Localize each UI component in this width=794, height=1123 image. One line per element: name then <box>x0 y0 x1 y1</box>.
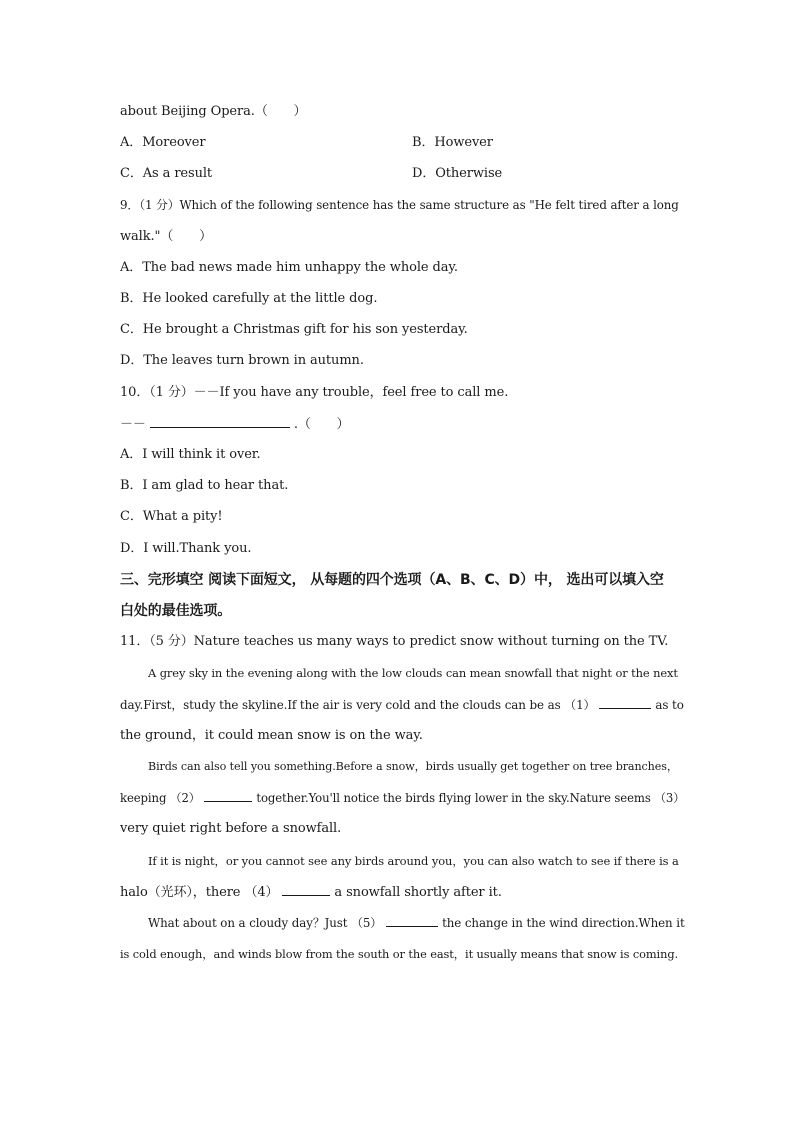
q8-option-d[interactable]: D．Otherwise <box>412 166 503 181</box>
q11-p4-text-a: What about on a cloudy day？Just （5） <box>148 916 383 930</box>
q10-option-d[interactable]: D．I will.Thank you. <box>120 541 252 556</box>
q8-option-a[interactable]: A．Moreover <box>120 135 206 150</box>
q11-p3-text-b: a snowfall shortly after it. <box>334 885 502 900</box>
q8-stem-tail: about Beijing Opera.（ ） <box>120 104 307 119</box>
q9-option-b[interactable]: B．He looked carefully at the little dog. <box>120 291 378 306</box>
q10-option-a[interactable]: A．I will think it over. <box>120 447 261 462</box>
q11-blank-4[interactable] <box>282 883 330 896</box>
q10-answer-blank[interactable] <box>150 415 290 428</box>
q11-p2-line2 <box>120 789 685 807</box>
section3-title-line2: 白处的最佳选项。 <box>120 603 232 619</box>
q11-p3-line2 <box>120 883 502 902</box>
q11-p1-line2 <box>120 696 684 714</box>
q11-stem: 11．（5 分）Nature teaches us many ways to predict snow without turning on the TV. <box>120 634 669 649</box>
q9-option-a[interactable]: A．The bad news made him unhappy the whole day. <box>120 260 458 275</box>
q11-p1-text-a: day.First，study the skyline.If the air is very cold and the clouds can be as （1） <box>120 698 596 712</box>
q9-option-c[interactable]: C．He brought a Christmas gift for his son yesterday. <box>120 322 468 337</box>
q11-p1-line1: A grey sky in the evening along with the low clouds can mean snowfall that night or the next <box>148 666 678 680</box>
q11-p1-text-b: as to <box>655 698 684 712</box>
q11-p4-text-b: the change in the wind direction.When it <box>442 916 685 930</box>
q11-p4-line2: is cold enough，and winds blow from the south or the east，it usually means that snow is coming. <box>120 947 679 961</box>
q11-p2-text-b: together.You'll notice the birds flying lower in the sky.Nature seems （3） <box>256 791 685 805</box>
q11-p2-line1: Birds can also tell you something.Before a snow，birds usually get together on tree branches， <box>148 760 678 773</box>
q11-p3-line1: If it is night，or you cannot see any birds around you，you can also watch to see if there is a <box>148 854 679 868</box>
q8-option-c[interactable]: C．As a result <box>120 166 213 181</box>
q9-stem-line2: walk."（ ） <box>120 229 213 244</box>
q10-stem-line2 <box>120 415 349 434</box>
q11-p2-text-a: keeping （2） <box>120 791 201 805</box>
q11-blank-5[interactable] <box>386 914 438 927</box>
q10-bracket: .（ ） <box>293 417 350 432</box>
q9-option-d[interactable]: D．The leaves turn brown in autumn. <box>120 353 364 368</box>
q8-option-b[interactable]: B．However <box>412 135 493 150</box>
q11-p3-text-a: halo（光环），there （4） <box>120 885 279 900</box>
q10-option-b[interactable]: B．I am glad to hear that. <box>120 478 289 493</box>
q11-blank-1[interactable] <box>599 696 651 709</box>
q10-option-c[interactable]: C．What a pity! <box>120 509 223 524</box>
q10-stem-line1: 10．（1 分）－－If you have any trouble，feel free to call me. <box>120 385 509 400</box>
q11-p2-line3: very quiet right before a snowfall. <box>120 821 342 836</box>
q11-p1-line3: the ground，it could mean snow is on the way. <box>120 728 423 743</box>
q11-blank-2[interactable] <box>204 789 252 802</box>
q9-stem-line1: 9．（1 分）Which of the following sentence has the same structure as "He felt tired after a long <box>120 198 679 212</box>
section3-title-line1: 三、完形填空 阅读下面短文， 从每题的四个选项（A、B、C、D）中， 选出可以填入空 <box>120 572 664 588</box>
q10-dialog-prefix: －－ <box>120 417 146 432</box>
q11-p4-line1 <box>148 914 685 932</box>
